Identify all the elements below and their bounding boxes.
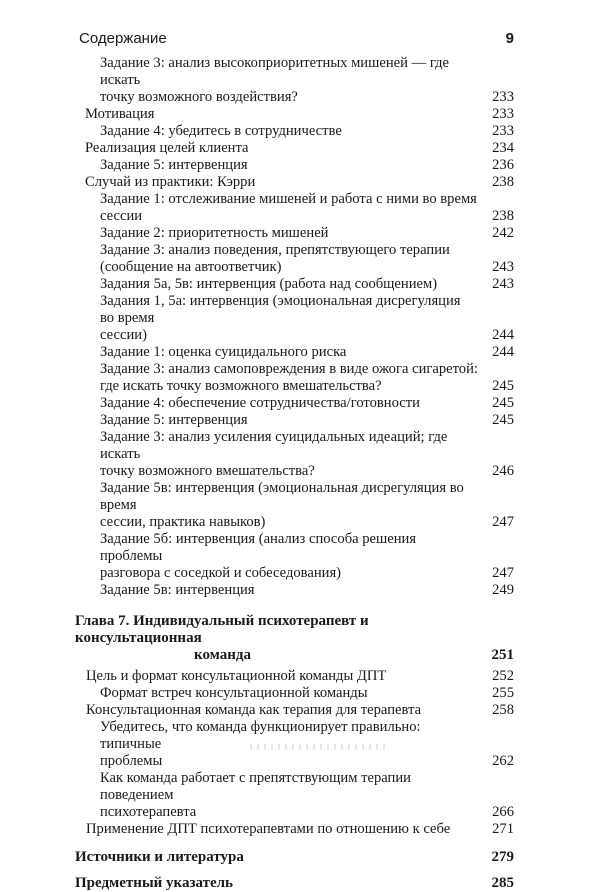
toc-entry-text: Задание 4: обеспечение сотрудничества/готовности (100, 395, 420, 411)
toc-page-number: 258 (492, 702, 514, 718)
toc-entry[interactable] (86, 668, 514, 685)
toc-entry[interactable] (100, 531, 514, 582)
toc-page-number: 252 (492, 668, 514, 684)
toc-page-number: 247 (492, 514, 514, 530)
toc-page-number: 266 (492, 804, 514, 820)
toc-entry[interactable] (100, 429, 514, 480)
toc-page-number: 233 (492, 106, 514, 122)
back-matter-entry[interactable] (75, 875, 514, 892)
toc-entry-text: Мотивация (85, 106, 155, 122)
toc-page-number: 234 (492, 140, 514, 156)
toc-entry[interactable] (100, 55, 514, 106)
toc-entry[interactable] (100, 293, 514, 344)
scan-artifact (250, 744, 390, 750)
toc-entry-text: сессии) (100, 327, 147, 343)
toc-entry-text: Задание 5в: интервенция (100, 582, 255, 598)
toc-entry[interactable] (86, 702, 514, 719)
toc-entry[interactable] (100, 395, 514, 412)
table-of-contents (0, 55, 600, 892)
toc-page-number: 243 (492, 259, 514, 275)
toc-entry-text: Случай из практики: Кэрри (85, 174, 256, 190)
toc-entry[interactable] (100, 770, 514, 821)
toc-entry-text: Задания 5а, 5в: интервенция (работа над сообщением) (100, 276, 438, 292)
toc-page-number: 271 (492, 821, 514, 837)
toc-entry-text: разговора с соседкой и собеседования) (100, 565, 342, 581)
toc-entry-text: Цель и формат консультационной команды ДПТ (86, 668, 387, 684)
back-matter-entry[interactable] (75, 849, 514, 866)
toc-entry[interactable] (85, 174, 514, 191)
toc-page-number: 233 (492, 89, 514, 105)
toc-page-number: 238 (492, 174, 514, 190)
toc-entry-text: Источники и литература (75, 849, 244, 865)
toc-entry-text: точку возможного вмешательства? (100, 463, 315, 479)
toc-page-number: 245 (492, 378, 514, 394)
toc-entry-text: Задание 3: анализ высокоприоритетных мишеней — где искать (100, 55, 449, 88)
toc-page-number: 243 (492, 276, 514, 292)
toc-entry-text: сессии, практика навыков) (100, 514, 266, 530)
toc-entry[interactable] (100, 412, 514, 429)
toc-entry[interactable] (100, 582, 514, 599)
toc-entry[interactable] (100, 344, 514, 361)
toc-page-number: 249 (492, 582, 514, 598)
toc-entry-text: проблемы (100, 753, 163, 769)
toc-entry-text: (сообщение на автоответчик) (100, 259, 282, 275)
toc-entry-text: Задание 2: приоритетность мишеней (100, 225, 329, 241)
toc-page-number: 236 (492, 157, 514, 173)
toc-entry[interactable] (100, 157, 514, 174)
toc-entry-text: Задание 3: анализ усиления суицидальных идеаций; где искать (100, 429, 448, 462)
toc-entry-text: Как команда работает с препятствующим терапии поведением (100, 770, 411, 803)
toc-entry-text: Задание 4: убедитесь в сотрудничестве (100, 123, 342, 139)
toc-entry-text: Убедитесь, что команда функционирует правильно: типичные (100, 719, 421, 752)
toc-page-number: 245 (492, 395, 514, 411)
toc-entry-text: команда (194, 647, 252, 663)
toc-entry[interactable] (100, 191, 514, 225)
toc-entry[interactable] (100, 276, 514, 293)
toc-page-number: 251 (491, 647, 514, 663)
toc-entry-text: Задание 5: интервенция (100, 412, 248, 428)
toc-entry-text: Формат встреч консультационной команды (100, 685, 368, 701)
toc-page-number: 246 (492, 463, 514, 479)
toc-entry[interactable] (100, 242, 514, 276)
toc-page-number: 244 (492, 344, 514, 360)
toc-page-number: 244 (492, 327, 514, 343)
toc-entry[interactable] (85, 140, 514, 157)
toc-entry-text: Задание 5б: интервенция (анализ способа решения проблемы (100, 531, 417, 564)
toc-entry[interactable] (100, 123, 514, 140)
toc-entry[interactable] (100, 685, 514, 702)
page-number: 9 (505, 30, 514, 47)
toc-entry-text: Консультационная команда как терапия для терапевта (86, 702, 422, 718)
toc-page-number: 238 (492, 208, 514, 224)
toc-entry-text: где искать точку возможного вмешательства? (100, 378, 382, 394)
toc-entry-text: Задание 1: оценка суицидального риска (100, 344, 347, 360)
toc-entry-text: Применение ДПТ психотерапевтами по отношению к себе (86, 821, 451, 837)
toc-page-number: 247 (492, 565, 514, 581)
toc-entry[interactable] (100, 225, 514, 242)
running-head (79, 30, 514, 52)
toc-entry-text: точку возможного воздействия? (100, 89, 298, 105)
toc-entry[interactable] (100, 480, 514, 531)
toc-entry-text: Задание 3: анализ поведения, препятствующего терапии (100, 242, 450, 258)
toc-entry-text: Предметный указатель (75, 875, 233, 891)
toc-page-number: 242 (492, 225, 514, 241)
toc-entry-text: Задание 5: интервенция (100, 157, 248, 173)
toc-page-number: 233 (492, 123, 514, 139)
toc-entry[interactable] (85, 106, 514, 123)
toc-page-number: 262 (492, 753, 514, 769)
toc-entry[interactable] (100, 361, 514, 395)
toc-entry-text: психотерапевта (100, 804, 197, 820)
toc-page-number: 279 (491, 849, 514, 865)
toc-entry-text: Задание 1: отслеживание мишеней и работа с ними во время сессии (100, 191, 477, 224)
running-head-title: Содержание (79, 30, 167, 47)
toc-entry-text: Глава 7. Индивидуальный психотерапевт и консультационная (75, 613, 369, 646)
toc-page-number: 245 (492, 412, 514, 428)
chapter-heading[interactable] (75, 613, 514, 664)
toc-entry-text: Реализация целей клиента (85, 140, 249, 156)
toc-entry-text: Задание 3: анализ самоповреждения в виде ожога сигаретой: (100, 361, 478, 377)
toc-entry-text: Задание 5в: интервенция (эмоциональная дисрегуляция во время (100, 480, 464, 513)
toc-page-number: 255 (492, 685, 514, 701)
toc-entry-text: Задания 1, 5а: интервенция (эмоциональная дисрегуляция во время (100, 293, 461, 326)
toc-entry[interactable] (86, 821, 514, 838)
toc-page-number: 285 (491, 875, 514, 891)
